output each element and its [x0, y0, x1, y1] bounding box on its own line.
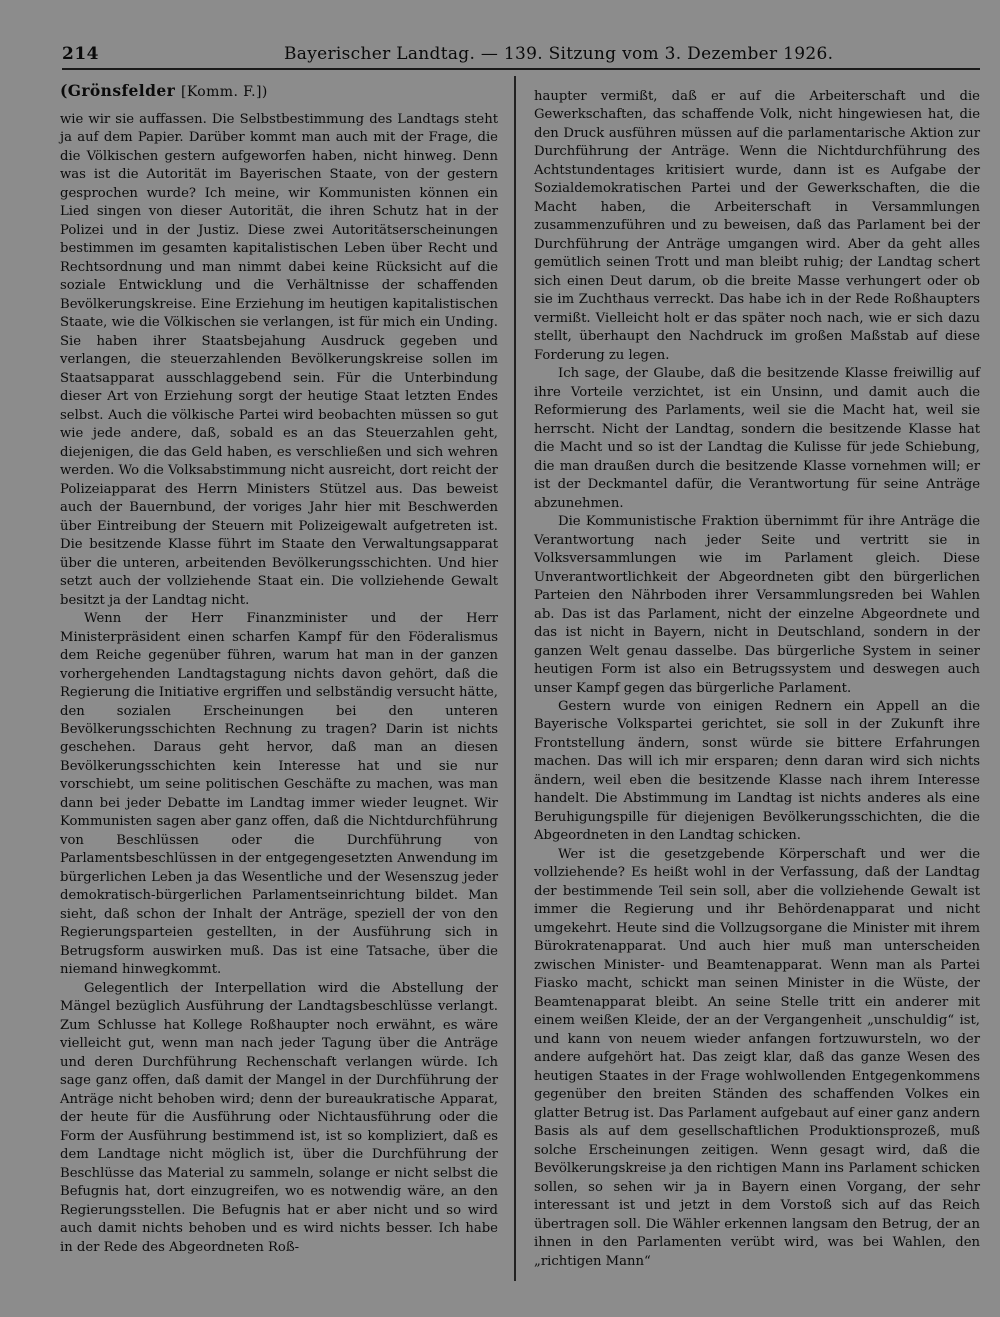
paragraph: Die Kommunistische Fraktion übernimmt für ihre Anträge die Verantwortung nach jeder Seite und vertritt sie in Volksversammlungen wie im Parlament gleich. Diese Unverantwortlichkeit der Abgeordneten gibt den bürgerlichen Parteien den Nährboden ihrer Versammlungsreden bei Wahlen ab. Das ist das Parlament, nicht der einzelne Abgeordnete und das ist nicht in Bayern, nicht in Deutschland, sondern in der ganzen Welt genau dasselbe. Das bürgerliche System in seiner heutigen Form ist also ein Betrugssystem und deswegen auch unser Kampf gegen das bürgerliche Parlament. — [534, 514, 980, 696]
paragraph: Gelegentlich der Interpellation wird die Abstellung der Mängel bezüglich Ausführung der Landtagsbeschlüsse verlangt. Zum Schlusse hat Kollege Roßhaupter noch erwähnt, es wäre vielleicht gut, wenn man nach jeder Tagung über die Anträge und deren Durchführung Rechenschaft verlangen würde. Ich sage ganz offen, daß damit der Mangel in der Durchführung der Anträge nicht behoben wird; denn der bureaukratische Apparat, der heute für die Ausführung oder Nichtausführung oder die Form der Ausführung bestimmend ist, ist so kompliziert, daß es dem Landtage nicht möglich ist, über die Durchführung der Beschlüsse das Material zu sammeln, solange er nicht selbst die Befugnis hat, dort einzugreifen, wo es notwendig wäre, an den Regierungsstellen. Die Befugnis hat er aber nicht und so wird auch damit nichts behoben und es wird nichts besser. Ich habe in der Rede des Abgeordneten Roß- — [60, 980, 498, 1255]
page-number: 214 — [62, 44, 99, 64]
paragraph: Gestern wurde von einigen Rednern ein Appell an die Bayerische Volkspartei gerichtet, sie soll in der Zukunft ihre Frontstellung ändern, sonst würde sie bittere Erfahrungen machen. Das will ich mir ersparen; denn daran wird sich nichts ändern, weil eben die besitzende Klasse nach ihrem Interesse handelt. Die Abstimmung im Landtag ist nichts anderes als eine Beruhigungspille für diejenigen Bevölkerungsschichten, die die Abgeordneten in den Landtag schicken. — [534, 698, 980, 844]
paragraph: haupter vermißt, daß er auf die Arbeiterschaft und die Gewerkschaften, das schaffende Volk, nicht hingewiesen hat, die den Druck ausführen müssen auf die parlamentarische Aktion zur Durchführung der Anträge. Wenn die Nichtdurchführung des Achtstundentages kritisiert wurde, dann ist es Aufgabe der Sozialdemokratischen Partei und der Gewerkschaften, die die Macht haben, die Arbeiterschaft in Versammlungen zusammenzuführen und zu beweisen, daß das Parlament bei der Durchführung der Anträge umgangen wird. Aber da geht alles gemütlich seinen Trott und man bleibt ruhig; der Landtag schert sich einen Deut darum, ob die breite Masse verhungert oder ob sie im Zuchthaus verreckt. Das habe ich in der Rede Roßhaupters vermißt. Vielleicht holt er das später noch nach, wie er sich dazu stellt, überhaupt den Nachdruck im großen Maßstab auf diese Forderung zu legen. — [534, 89, 980, 363]
left-column — [60, 76, 498, 1257]
paragraph: Wer ist die gesetzgebende Körperschaft und wer die vollziehende? Es heißt wohl in der Verfassung, daß der Landtag der bestimmende Teil sein soll, aber die vollziehende Gewalt ist immer die Regierung und ihr Behördenapparat und nicht umgekehrt. Heute sind die Vollzugsorgane die Minister mit ihrem Bürokratenapparat. Und auch hier muß man unterscheiden zwischen Minister- und Beamtenapparat. Wenn man als Partei Fiasko macht, schickt man seinen Minister in die Wüste, der Beamtenapparat bleibt. An seine Stelle tritt ein anderer mit einem weißen Kleide, der an der Vergangenheit „unschuldig“ ist, und kann von neuem wieder anfangen fortzuwursteln, wo der andere aufgehört hat. Das zeigt klar, daß das ganze Wesen des heutigen Staates in der Frage wohlwollenden Entgegenkommens gegenüber den breiten Ständen des schaffenden Volkes ein glatter Betrug ist. Das Parlament aufgebaut auf einer ganz andern Basis als auf dem gesellschaftlichen Produktionsprozeß, muß solche Erscheinungen zeitigen. Wenn gesagt wird, daß die Bevölkerungskreise ja den richtigen Mann ins Parlament schicken sollen, so sehen wir ja in Bayern einen Vorgang, der sehr interessant ist und jetzt in dem Vorstoß sich auf das Reich übertragen soll. Die Wähler erkennen langsam den Betrug, der an ihnen in den Parlamenten verübt wird, was bei Wahlen, den „richtigen Mann“ — [534, 846, 980, 1269]
column-divider — [514, 76, 516, 1281]
running-head: Bayerischer Landtag. — 139. Sitzung vom 3. Dezember 1926. — [284, 44, 834, 64]
header-rule — [62, 68, 980, 70]
speaker-party: [Komm. F.]) — [180, 84, 268, 100]
speaker-heading — [60, 80, 498, 103]
paragraph: wie wir sie auffassen. Die Selbstbestimmung des Landtags steht ja auf dem Papier. Darüber kommt man auch mit der Frage, die die Völkischen gestern aufgeworfen haben, nicht hinweg. Denn was ist die Autorität im Bayerischen Staate, von der gestern gesprochen wurde? Ich meine, wir Kommunisten können ein Lied singen von dieser Autorität, die ihren Schutz hat in der Polizei und in der Justiz. Diese zwei Autoritätserscheinungen bestimmen im gesamten kapitalistischen Leben über Recht und Rechtsordnung und man nimmt dabei keine Rücksicht auf die soziale Entwicklung und die Verhältnisse der schaffenden Bevölkerungskreise. Eine Erziehung im heutigen kapitalistischen Staate, wie die Völkischen sie verlangen, ist für mich ein Unding. Sie haben ihrer Staatsbejahung Ausdruck gegeben und verlangen, die steuerzahlenden Bevölkerungskreise sollen im Staatsapparat ausschlaggebend sein. Für die Unterbindung dieser Art von Erziehung sorgt der heutige Staat letzten Endes selbst. Auch die völkische Partei wird beobachten müssen so gut wie jede andere, daß, sobald es an das Steuerzahlen geht, diejenigen, die das Geld haben, es verschließen und sich wehren werden. Wo die Volksabstimmung nicht ausreicht, dort reicht der Polizeiapparat des Herrn Ministers Stützel aus. Das beweist auch der Bauernbund, der voriges Jahr hier mit Beschwerden über Eintreibung der Steuern mit Polizeigewalt aufgetreten ist. Die besitzende Klasse führt im Staate den Verwaltungsapparat über die unteren, arbeitenden Bevölkerungsschichten. Und hier setzt auch der vollziehende Staat ein. Die vollziehende Gewalt besitzt ja der Landtag nicht. — [60, 112, 498, 608]
paragraph: Wenn der Herr Finanzminister und der Herr Ministerpräsident einen scharfen Kampf für den Föderalismus dem Reiche gegenüber führen, warum hat man in der ganzen vorhergehenden Landtagstagung nichts davon gehört, daß die Regierung die Initiative ergriffen und selbständig versucht hätte, den sozialen Erscheinungen bei den unteren Bevölkerungsschichten Rechnung zu tragen? Darin ist nichts geschehen. Daraus geht hervor, daß man an diesen Bevölkerungsschichten kein Interesse hat und sie nur vorschiebt, um seine politischen Geschäfte zu machen, was man dann bei jeder Debatte im Landtag immer wieder leugnet. Wir Kommunisten sagen aber ganz offen, daß die Nichtdurchführung von Beschlüssen oder die Durchführung von Parlamentsbeschlüssen in der entgegengesetzten Anwendung im bürgerlichen Leben ja das Wesentliche und der Wesenszug jeder demokratisch-bürgerlichen Parlamentseinrichtung bildet. Man sieht, daß schon der Inhalt der Anträge, speziell der von den Regierungsparteien gestellten, in der Ausführung sich in Betrugsform auswirken muß. Das ist eine Tatsache, über die niemand hinwegkommt. — [60, 611, 498, 978]
right-column — [534, 88, 980, 1271]
paragraph: Ich sage, der Glaube, daß die besitzende Klasse freiwillig auf ihre Vorteile verzichtet, ist ein Unsinn, und damit auch die Reformierung des Parlaments, weil sie die Macht hat, weil sie herrscht. Nicht der Landtag, sondern die besitzende Klasse hat die Macht und so ist der Landtag die Kulisse für jede Schiebung, die man draußen durch die besitzende Klasse vornehmen will; er ist der Deckmantel dafür, die Verantwortung für seine Anträge abzunehmen. — [534, 366, 980, 511]
page-header — [62, 44, 962, 68]
speaker-name: (Grönsfelder — [60, 81, 176, 100]
